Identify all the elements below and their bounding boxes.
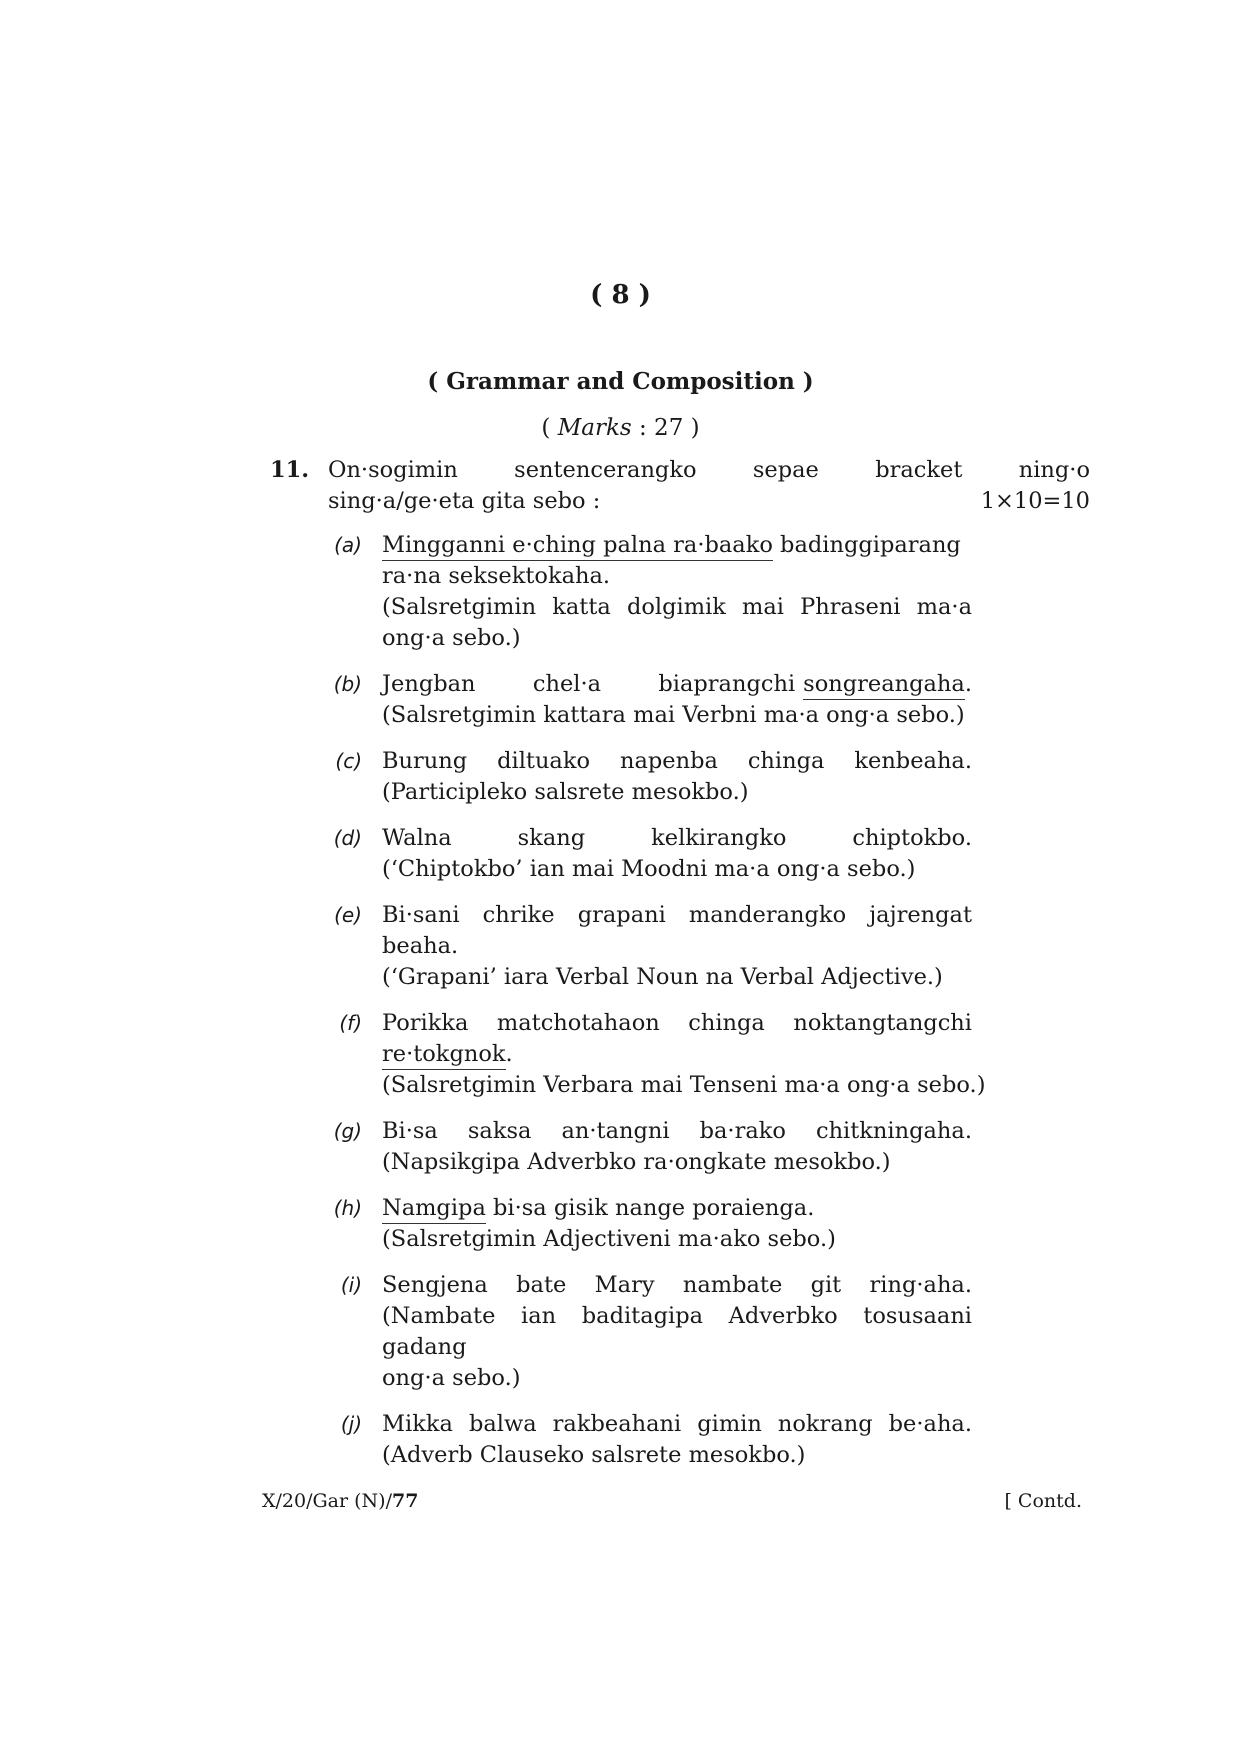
question-marks: 1×10=10 <box>980 488 1090 514</box>
marks-label: Marks <box>557 415 632 441</box>
underlined-word: Namgipa <box>382 1195 486 1224</box>
item-label: (c) <box>335 749 362 773</box>
item-a: (a) Mingganni e·ching palna ra·baako badinggiparang ra·na seksektokaha. (Salsretgimin katta dolgimik mai Phraseni ma·a ong·a sebo.) <box>330 530 1030 654</box>
item-label: (e) <box>334 903 362 927</box>
page-number: ( 8 ) <box>590 280 651 310</box>
underlined-word: songreangaha <box>803 671 965 700</box>
page-footer <box>262 1490 1082 1512</box>
item-label: (f) <box>339 1011 362 1035</box>
item-c: (c) Burung diltuako napenba chinga kenbeaha. (Participleko salsrete mesokbo.) <box>330 746 1030 808</box>
marks-line: ( Marks : 27 ) <box>541 415 700 441</box>
question-11 <box>270 455 1090 517</box>
item-label: (g) <box>333 1119 362 1143</box>
underlined-phrase: Mingganni e·ching palna ra·baako <box>382 532 773 561</box>
item-label: (b) <box>333 672 362 696</box>
item-label: (h) <box>333 1196 362 1220</box>
item-label: (i) <box>340 1273 362 1297</box>
question-text-line2: sing·a/ge·eta gita sebo : <box>328 488 601 514</box>
question-items <box>330 530 1030 1486</box>
item-label: (a) <box>334 533 362 557</box>
paper-code: X/20/Gar (N)/77 <box>262 1490 419 1512</box>
item-d: (d) Walna skang kelkirangko chiptokbo. (‘Chiptokbo’ ian mai Moodni ma·a ong·a sebo.) <box>330 823 1030 885</box>
section-title: ( Grammar and Composition ) <box>427 368 814 395</box>
question-number: 11. <box>270 457 310 483</box>
item-label: (j) <box>340 1412 362 1436</box>
item-i: (i) Sengjena bate Mary nambate git ring·aha. (Nambate ian baditagipa Adverbko tosusaani gadang ong·a sebo.) <box>330 1270 1030 1394</box>
marks-value: : 27 ) <box>631 415 700 441</box>
item-f: (f) Porikka matchotahaon chinga noktangtangchi re·tokgnok. (Salsretgimin Verbara mai Tenseni ma·a ong·a sebo.) <box>330 1008 1030 1101</box>
item-g: (g) Bi·sa saksa an·tangni ba·rako chitkningaha. (Napsikgipa Adverbko ra·ongkate mesokbo.) <box>330 1116 1030 1178</box>
underlined-word: re·tokgnok <box>382 1041 506 1070</box>
item-j: (j) Mikka balwa rakbeahani gimin nokrang be·aha. (Adverb Clauseko salsrete mesokbo.) <box>330 1409 1030 1471</box>
item-e: (e) Bi·sani chrike grapani manderangko jajrengat beaha. (‘Grapani’ iara Verbal Noun na Verbal Adjective.) <box>330 900 1030 993</box>
item-h: (h) Namgipa bi·sa gisik nange poraienga. (Salsretgimin Adjectiveni ma·ako sebo.) <box>330 1193 1030 1255</box>
item-b: (b) Jengban chel·a biaprangchi songreangaha. (Salsretgimin kattara mai Verbni ma·a ong·a sebo.) <box>330 669 1030 731</box>
continued-label: [ Contd. <box>1004 1490 1082 1512</box>
question-text-line1: On·sogimin sentencerangko sepae bracket ning·o <box>328 457 1090 483</box>
item-label: (d) <box>333 826 362 850</box>
